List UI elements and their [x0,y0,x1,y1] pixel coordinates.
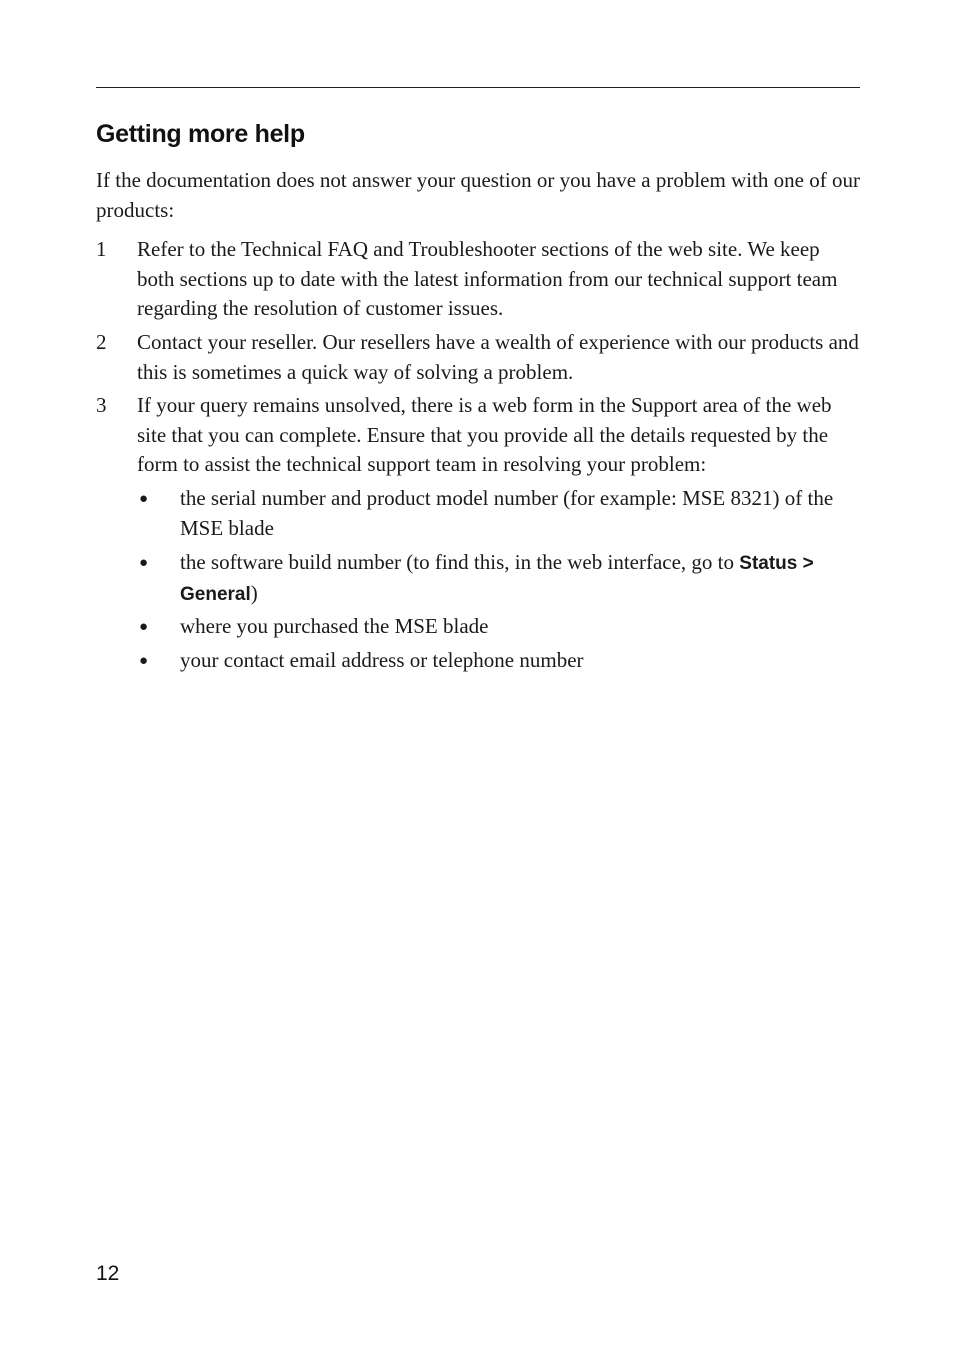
bullet-icon: ● [139,619,149,635]
bullet-icon: ● [139,555,149,571]
ui-path-status-general: Status > General [180,553,814,605]
step-text: Contact your reseller. Our resellers have a wealth of experience with our products and this is sometimes a quick way of solving a problem. [137,330,859,384]
detail-text-after: ) [250,580,258,605]
step-text: If your query remains unsolved, there is a web form in the Support area of the web site that you can complete. Ensure that you provide all the details requested by the form to assist the technical support team in resolving your problem: [137,393,832,476]
detail-text-before: the software build number (to find this, in the web interface, go to [180,550,740,574]
bullet-icon: ● [139,491,149,507]
detail-text: your contact email address or telephone number [180,648,584,672]
header-rule [96,87,860,88]
detail-text [180,548,860,609]
step-number: 1 [96,237,107,261]
section-heading: Getting more help [96,120,305,148]
step-text: Refer to the Technical FAQ and Troubleshooter sections of the web site. We keep both sections up to date with the latest information from our technical support team regarding the resolution of customer issues. [137,237,838,320]
detail-text: where you purchased the MSE blade [180,614,489,638]
step-number: 2 [96,330,107,354]
bullet-icon: ● [139,653,149,669]
step-number: 3 [96,393,107,417]
page-number: 12 [96,1262,120,1285]
detail-text: the serial number and product model number (for example: MSE 8321) of the MSE blade [180,486,834,540]
intro-paragraph: If the documentation does not answer your question or you have a problem with one of our products: [96,168,860,222]
